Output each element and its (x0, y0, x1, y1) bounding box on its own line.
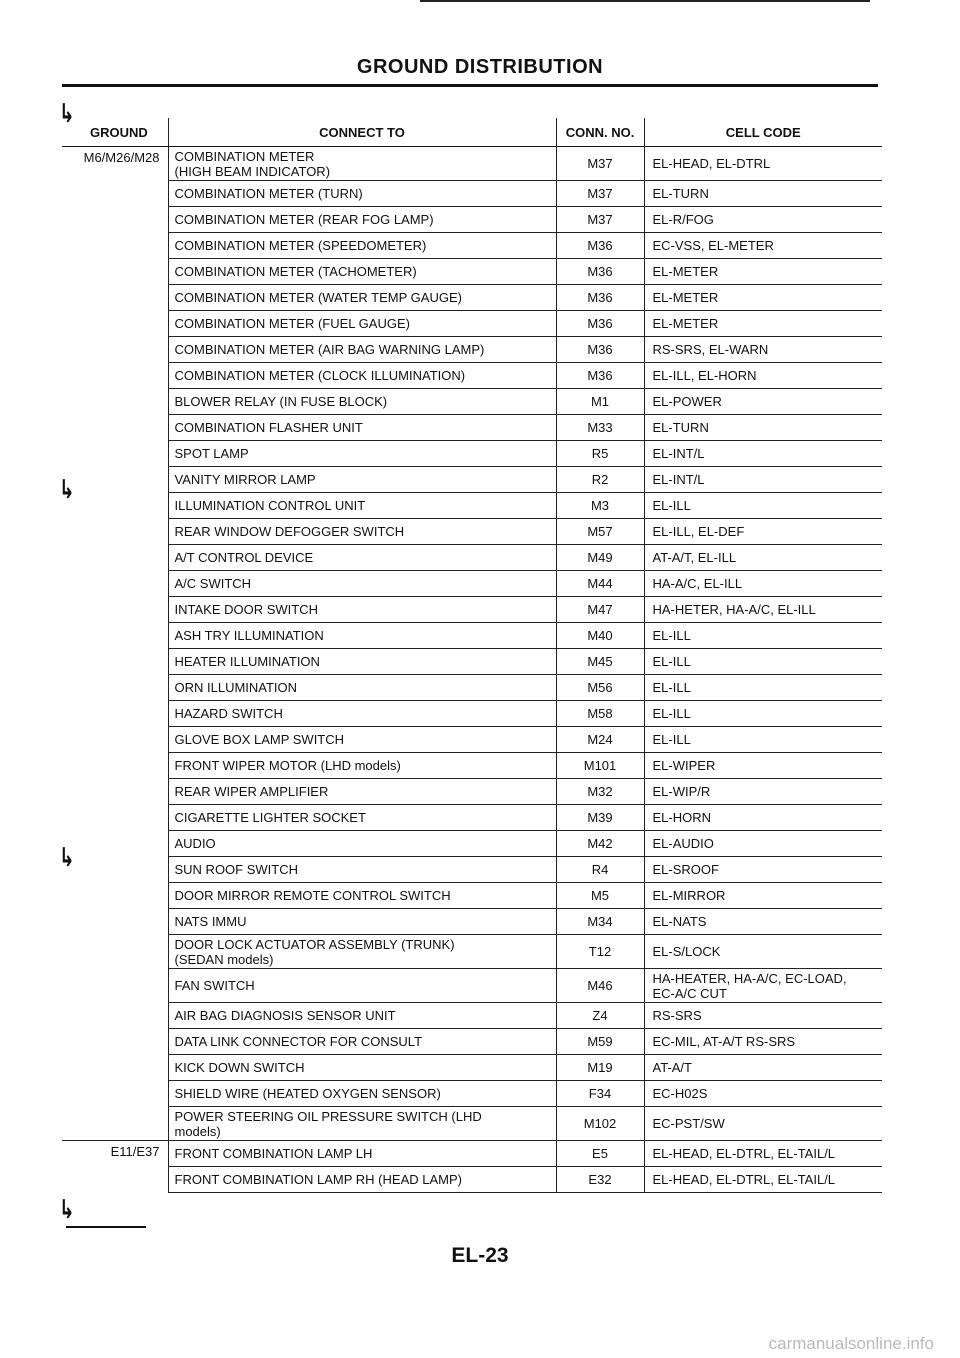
connect-to-cell (168, 337, 556, 363)
connect-to-cell (168, 857, 556, 883)
connect-to-line: ILLUMINATION CONTROL UNIT (174, 498, 366, 513)
connect-to-line: COMBINATION METER (WATER TEMP GAUGE) (174, 290, 462, 305)
connect-to-line: SUN ROOF SWITCH (174, 862, 298, 877)
watermark: carmanualsonline.info (768, 1334, 934, 1353)
connect-to-line: (HIGH BEAM INDICATOR) (174, 163, 331, 179)
connect-to-line: ASH TRY ILLUMINATION (174, 628, 324, 643)
cell-code-cell (644, 337, 882, 363)
table-row (62, 259, 882, 285)
connect-to-line: (SEDAN models) (174, 951, 274, 967)
conn-no-cell: M1 (556, 389, 644, 415)
conn-no-cell: M34 (556, 909, 644, 935)
connect-to-line: AIR BAG DIAGNOSIS SENSOR UNIT (174, 1008, 396, 1023)
connect-to-line: COMBINATION METER (SPEEDOMETER) (174, 238, 427, 253)
cell-code-cell (644, 147, 882, 181)
conn-no-cell: M5 (556, 883, 644, 909)
column-header-conn-no: CONN. NO. (556, 118, 644, 147)
table-row (62, 1003, 882, 1029)
cell-code-cell (644, 1029, 882, 1055)
conn-no-cell: M57 (556, 519, 644, 545)
cell-code-cell (644, 545, 882, 571)
conn-no-cell: M46 (556, 969, 644, 1003)
cell-code-line: EL-INT/L (652, 446, 705, 461)
cell-code-line: EL-ILL (652, 680, 691, 695)
binding-bracket: ↳ (59, 842, 75, 872)
cell-code-line: EL-SROOF (652, 862, 719, 877)
table-row (62, 441, 882, 467)
table-row (62, 649, 882, 675)
connect-to-cell (168, 1081, 556, 1107)
connect-to-line: A/T CONTROL DEVICE (174, 550, 314, 565)
connect-to-cell (168, 467, 556, 493)
bottom-rule (66, 1226, 146, 1228)
table-row (62, 207, 882, 233)
table-row (62, 1107, 882, 1141)
conn-no-cell: M3 (556, 493, 644, 519)
cell-code-cell (644, 233, 882, 259)
connect-to-line: REAR WINDOW DEFOGGER SWITCH (174, 524, 405, 539)
connect-to-line: COMBINATION METER (TACHOMETER) (174, 264, 417, 279)
connect-to-cell (168, 1029, 556, 1055)
connect-to-cell (168, 519, 556, 545)
cell-code-cell (644, 1081, 882, 1107)
connect-to-line: COMBINATION METER (TURN) (174, 186, 363, 201)
cell-code-cell (644, 311, 882, 337)
cell-code-line: EL-INT/L (652, 472, 705, 487)
connect-to-cell (168, 1055, 556, 1081)
connect-to-line: SHIELD WIRE (HEATED OXYGEN SENSOR) (174, 1086, 441, 1101)
cell-code-cell (644, 1167, 882, 1193)
conn-no-cell: T12 (556, 935, 644, 969)
table-row (62, 909, 882, 935)
table-row (62, 1081, 882, 1107)
conn-no-cell: R5 (556, 441, 644, 467)
connect-to-line: DATA LINK CONNECTOR FOR CONSULT (174, 1034, 423, 1049)
table-row (62, 311, 882, 337)
table-row (62, 727, 882, 753)
cell-code-line: EL-ILL (652, 628, 691, 643)
cell-code-cell (644, 909, 882, 935)
cell-code-line: EL-HORN (652, 810, 712, 825)
table-row (62, 467, 882, 493)
cell-code-cell (644, 181, 882, 207)
table-row (62, 883, 882, 909)
table-row (62, 857, 882, 883)
connect-to-line: FAN SWITCH (174, 978, 255, 993)
conn-no-cell: M42 (556, 831, 644, 857)
connect-to-cell (168, 259, 556, 285)
cell-code-line: AT-A/T, EL-ILL (652, 550, 737, 565)
table-row (62, 597, 882, 623)
cell-code-cell (644, 857, 882, 883)
table-row (62, 545, 882, 571)
cell-code-line: EL-METER (652, 264, 719, 279)
cell-code-line: EL-TURN (652, 420, 709, 435)
table-row (62, 389, 882, 415)
connect-to-cell (168, 545, 556, 571)
top-rule (420, 0, 870, 2)
cell-code-cell (644, 935, 882, 969)
conn-no-cell: M56 (556, 675, 644, 701)
connect-to-cell (168, 883, 556, 909)
cell-code-cell (644, 441, 882, 467)
conn-no-cell: M40 (556, 623, 644, 649)
connect-to-line: FRONT COMBINATION LAMP LH (174, 1146, 373, 1161)
connect-to-cell (168, 233, 556, 259)
cell-code-line: EL-WIP/R (652, 784, 711, 799)
connect-to-line: INTAKE DOOR SWITCH (174, 602, 318, 617)
binding-bracket: ↳ (59, 98, 75, 128)
connect-to-line: HAZARD SWITCH (174, 706, 283, 721)
table-row (62, 675, 882, 701)
conn-no-cell: R2 (556, 467, 644, 493)
cell-code-cell (644, 285, 882, 311)
cell-code-line: EL-ILL (652, 706, 691, 721)
cell-code-line: EC-PST/SW (652, 1116, 725, 1131)
cell-code-cell (644, 363, 882, 389)
table-row (62, 147, 882, 181)
conn-no-cell: M37 (556, 147, 644, 181)
cell-code-cell (644, 259, 882, 285)
connect-to-cell (168, 969, 556, 1003)
cell-code-line: EL-HEAD, EL-DTRL (652, 156, 771, 171)
conn-no-cell: M36 (556, 259, 644, 285)
connect-to-cell (168, 147, 556, 181)
table-row (62, 1055, 882, 1081)
connect-to-line: DOOR MIRROR REMOTE CONTROL SWITCH (174, 888, 451, 903)
connect-to-cell (168, 1003, 556, 1029)
cell-code-line: EL-ILL, EL-HORN (652, 368, 757, 383)
connect-to-cell (168, 935, 556, 969)
conn-no-cell: M37 (556, 207, 644, 233)
cell-code-line: EL-TURN (652, 186, 709, 201)
conn-no-cell: Z4 (556, 1003, 644, 1029)
cell-code-cell (644, 753, 882, 779)
cell-code-cell (644, 1141, 882, 1167)
cell-code-line: EL-METER (652, 290, 719, 305)
cell-code-line: EC-H02S (652, 1086, 708, 1101)
conn-no-cell: M58 (556, 701, 644, 727)
connect-to-line: COMBINATION METER (AIR BAG WARNING LAMP) (174, 342, 485, 357)
connect-to-cell (168, 571, 556, 597)
table-row (62, 779, 882, 805)
cell-code-line: EL-S/LOCK (652, 944, 721, 959)
cell-code-line: EL-R/FOG (652, 212, 714, 227)
table-row (62, 805, 882, 831)
cell-code-line: EL-AUDIO (652, 836, 714, 851)
connect-to-cell (168, 441, 556, 467)
conn-no-cell: M39 (556, 805, 644, 831)
ground-cell: E11/E37 (62, 1141, 168, 1193)
cell-code-line: RS-SRS (652, 1008, 702, 1023)
connect-to-cell (168, 181, 556, 207)
cell-code-cell (644, 389, 882, 415)
table-row (62, 1141, 882, 1167)
conn-no-cell: E5 (556, 1141, 644, 1167)
cell-code-line: EL-ILL (652, 654, 691, 669)
cell-code-cell (644, 207, 882, 233)
conn-no-cell: M36 (556, 311, 644, 337)
table-row (62, 493, 882, 519)
cell-code-cell (644, 597, 882, 623)
cell-code-line: HA-A/C, EL-ILL (652, 576, 743, 591)
table-row (62, 969, 882, 1003)
cell-code-cell (644, 1055, 882, 1081)
table-row (62, 753, 882, 779)
conn-no-cell: M44 (556, 571, 644, 597)
connect-to-line: GLOVE BOX LAMP SWITCH (174, 732, 345, 747)
connect-to-cell (168, 415, 556, 441)
connect-to-cell (168, 493, 556, 519)
conn-no-cell: R4 (556, 857, 644, 883)
page-number: EL-23 (451, 1244, 509, 1267)
cell-code-cell (644, 969, 882, 1003)
table-row (62, 701, 882, 727)
connect-to-cell (168, 727, 556, 753)
cell-code-line: EL-POWER (652, 394, 722, 409)
conn-no-cell: M37 (556, 181, 644, 207)
cell-code-line: EC-VSS, EL-METER (652, 238, 774, 253)
table-row (62, 363, 882, 389)
connect-to-line: models) (174, 1123, 221, 1139)
conn-no-cell: F34 (556, 1081, 644, 1107)
cell-code-line: EC-A/C CUT (652, 985, 727, 1001)
cell-code-line: EL-NATS (652, 914, 707, 929)
cell-code-cell (644, 571, 882, 597)
table-row (62, 1029, 882, 1055)
connect-to-cell (168, 363, 556, 389)
conn-no-cell: M59 (556, 1029, 644, 1055)
connect-to-line: SPOT LAMP (174, 446, 249, 461)
conn-no-cell: M32 (556, 779, 644, 805)
cell-code-line: HA-HETER, HA-A/C, EL-ILL (652, 602, 816, 617)
table-row (62, 181, 882, 207)
connect-to-cell (168, 597, 556, 623)
connect-to-line: POWER STEERING OIL PRESSURE SWITCH (LHD (174, 1108, 482, 1124)
table-row (62, 233, 882, 259)
cell-code-line: AT-A/T (652, 1060, 692, 1075)
conn-no-cell: M47 (556, 597, 644, 623)
ground-cell: M6/M26/M28 (83, 150, 160, 165)
connect-to-line: REAR WIPER AMPLIFIER (174, 784, 329, 799)
cell-code-line: EL-MIRROR (652, 888, 726, 903)
connect-to-cell (168, 1107, 556, 1141)
connect-to-cell (168, 649, 556, 675)
table-row (62, 415, 882, 441)
cell-code-cell (644, 1003, 882, 1029)
connect-to-cell (168, 623, 556, 649)
cell-code-line: EL-HEAD, EL-DTRL, EL-TAIL/L (652, 1172, 836, 1187)
cell-code-cell (644, 831, 882, 857)
cell-code-cell (644, 805, 882, 831)
conn-no-cell: M36 (556, 233, 644, 259)
cell-code-line: EL-ILL, EL-DEF (652, 524, 745, 539)
connect-to-cell (168, 207, 556, 233)
ground-distribution-table (62, 118, 882, 1193)
cell-code-line: HA-HEATER, HA-A/C, EC-LOAD, (652, 970, 847, 986)
connect-to-cell (168, 389, 556, 415)
cell-code-cell (644, 727, 882, 753)
connect-to-line: A/C SWITCH (174, 576, 252, 591)
cell-code-cell (644, 519, 882, 545)
connect-to-line: BLOWER RELAY (IN FUSE BLOCK) (174, 394, 388, 409)
column-header-ground: GROUND (62, 118, 168, 147)
cell-code-cell (644, 649, 882, 675)
conn-no-cell: M45 (556, 649, 644, 675)
conn-no-cell: M101 (556, 753, 644, 779)
connect-to-cell (168, 311, 556, 337)
conn-no-cell: E32 (556, 1167, 644, 1193)
table-row (62, 571, 882, 597)
page-title: GROUND DISTRIBUTION (356, 56, 604, 78)
conn-no-cell: M19 (556, 1055, 644, 1081)
table-row (62, 519, 882, 545)
cell-code-cell (644, 1107, 882, 1141)
connect-to-line: COMBINATION METER (FUEL GAUGE) (174, 316, 410, 331)
connect-to-cell (168, 909, 556, 935)
connect-to-line: COMBINATION METER (REAR FOG LAMP) (174, 212, 434, 227)
binding-bracket: ↳ (59, 474, 75, 504)
connect-to-cell (168, 805, 556, 831)
connect-to-line: DOOR LOCK ACTUATOR ASSEMBLY (TRUNK) (174, 936, 455, 952)
connect-to-cell (168, 675, 556, 701)
cell-code-line: EL-ILL (652, 498, 691, 513)
connect-to-line: COMBINATION METER (174, 148, 315, 164)
cell-code-line: EL-ILL (652, 732, 691, 747)
connect-to-line: ORN ILLUMINATION (174, 680, 298, 695)
conn-no-cell: M24 (556, 727, 644, 753)
connect-to-cell (168, 753, 556, 779)
conn-no-cell: M102 (556, 1107, 644, 1141)
cell-code-cell (644, 675, 882, 701)
title-rule (62, 84, 878, 87)
conn-no-cell: M36 (556, 337, 644, 363)
cell-code-cell (644, 623, 882, 649)
connect-to-line: COMBINATION FLASHER UNIT (174, 420, 363, 435)
cell-code-cell (644, 701, 882, 727)
connect-to-line: NATS IMMU (174, 914, 247, 929)
table-row (62, 285, 882, 311)
table-row (62, 1167, 882, 1193)
connect-to-cell (168, 285, 556, 311)
cell-code-line: RS-SRS, EL-WARN (652, 342, 769, 357)
cell-code-cell (644, 779, 882, 805)
connect-to-line: CIGARETTE LIGHTER SOCKET (174, 810, 366, 825)
connect-to-cell (168, 831, 556, 857)
table-row (62, 935, 882, 969)
connect-to-line: FRONT COMBINATION LAMP RH (HEAD LAMP) (174, 1172, 462, 1187)
connect-to-line: VANITY MIRROR LAMP (174, 472, 316, 487)
cell-code-line: EC-MIL, AT-A/T RS-SRS (652, 1034, 796, 1049)
connect-to-cell (168, 1141, 556, 1167)
binding-bracket: ↳ (59, 1194, 75, 1224)
cell-code-cell (644, 467, 882, 493)
cell-code-cell (644, 415, 882, 441)
conn-no-cell: M36 (556, 363, 644, 389)
cell-code-cell (644, 493, 882, 519)
table-header-row (62, 118, 882, 147)
conn-no-cell: M49 (556, 545, 644, 571)
cell-code-line: EL-METER (652, 316, 719, 331)
connect-to-line: HEATER ILLUMINATION (174, 654, 320, 669)
connect-to-line: FRONT WIPER MOTOR (LHD models) (174, 758, 401, 773)
column-header-connect-to: CONNECT TO (168, 118, 556, 147)
cell-code-cell (644, 883, 882, 909)
conn-no-cell: M36 (556, 285, 644, 311)
conn-no-cell: M33 (556, 415, 644, 441)
connect-to-line: COMBINATION METER (CLOCK ILLUMINATION) (174, 368, 466, 383)
table-row (62, 337, 882, 363)
connect-to-cell (168, 1167, 556, 1193)
table-body (62, 147, 882, 1193)
connect-to-line: KICK DOWN SWITCH (174, 1060, 305, 1075)
table-row (62, 831, 882, 857)
connect-to-cell (168, 779, 556, 805)
connect-to-cell (168, 701, 556, 727)
connect-to-line: AUDIO (174, 836, 216, 851)
cell-code-line: EL-WIPER (652, 758, 716, 773)
column-header-cell-code: CELL CODE (644, 118, 882, 147)
table-row (62, 623, 882, 649)
cell-code-line: EL-HEAD, EL-DTRL, EL-TAIL/L (652, 1146, 836, 1161)
